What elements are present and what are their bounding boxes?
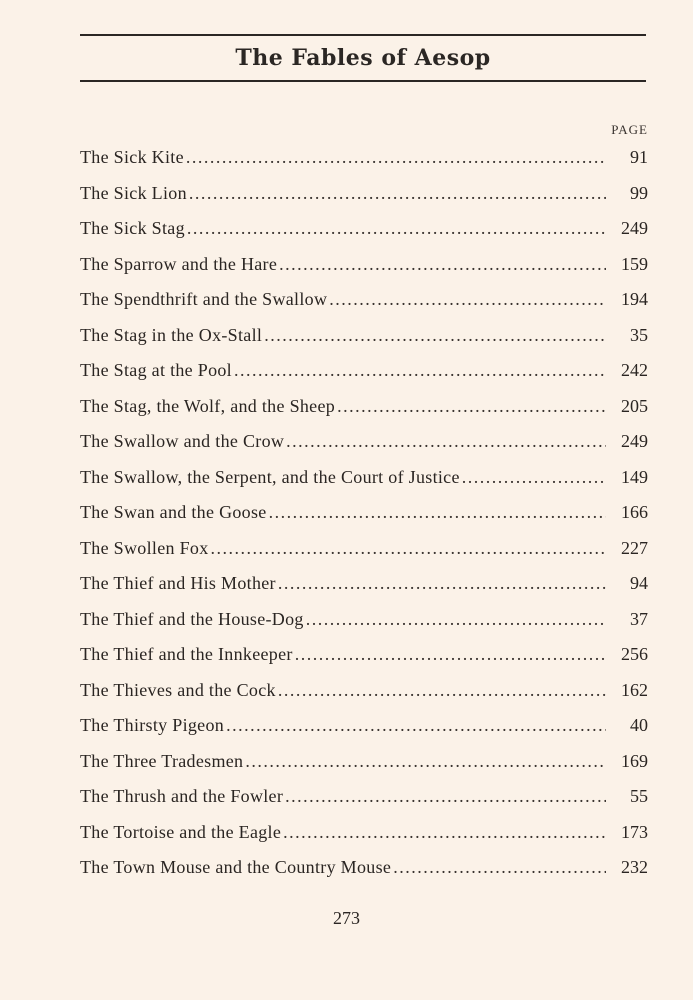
toc-entry-page: 173 <box>621 821 648 842</box>
dot-leader <box>306 602 606 638</box>
dot-leader <box>187 211 606 247</box>
dot-leader <box>278 673 606 709</box>
toc-entry-title: The Tortoise and the Eagle <box>80 821 282 842</box>
toc-entry-title: The Swallow and the Crow <box>80 431 285 451</box>
running-header-title: The Fables of Aesop <box>235 45 491 71</box>
dot-leader <box>189 176 606 212</box>
toc-entry-page: 40 <box>630 715 648 735</box>
toc-entry-page: 94 <box>630 573 648 593</box>
toc-entry-page: 55 <box>630 786 648 806</box>
toc-entry <box>80 460 648 496</box>
toc-entry <box>80 566 648 602</box>
toc-entry-title: The Sparrow and the Hare <box>80 253 278 274</box>
toc-entry-title: The Sick Stag <box>80 218 185 238</box>
toc-entry <box>80 318 648 354</box>
toc-entry-title: The Thief and the House-Dog <box>80 608 304 629</box>
toc-entry <box>80 673 648 709</box>
header-rule-bottom <box>80 80 646 82</box>
dot-leader <box>264 318 606 354</box>
toc-entry-title: The Stag at the Pool <box>80 360 232 380</box>
toc-entry-page: 242 <box>621 360 648 380</box>
toc-entry-title: The Swan and the Goose <box>80 502 267 522</box>
toc-entry-title: The Swallow, the Serpent, and the Court of Justice <box>80 466 460 487</box>
toc-entry <box>80 140 648 176</box>
toc-entry <box>80 850 648 886</box>
toc-entry-page: 149 <box>621 466 648 487</box>
toc-entry <box>80 282 648 318</box>
dot-leader <box>295 637 606 673</box>
toc-entry-title: The Sick Lion <box>80 182 187 203</box>
header-rule-top <box>80 34 646 36</box>
toc-entry-title: The Thieves and the Cock <box>80 679 276 700</box>
toc-entry-page: 169 <box>621 750 648 771</box>
toc-entry <box>80 424 648 460</box>
toc-entry-title: The Thrush and the Fowler <box>80 786 284 806</box>
toc-entry-page: 162 <box>621 679 648 700</box>
toc-entry-page: 194 <box>621 289 648 309</box>
toc-entry <box>80 708 648 744</box>
dot-leader <box>186 140 606 176</box>
toc-entry-page: 99 <box>630 182 648 203</box>
toc-entry-page: 159 <box>621 253 648 274</box>
dot-leader <box>337 389 606 425</box>
toc-entry <box>80 602 648 638</box>
toc-entry-title: The Thirsty Pigeon <box>80 715 225 735</box>
dot-leader <box>462 460 606 496</box>
toc-entry-title: The Thief and the Innkeeper <box>80 644 293 664</box>
dot-leader <box>286 424 606 460</box>
dot-leader <box>245 744 606 780</box>
toc-entry-title: The Stag, the Wolf, and the Sheep <box>80 395 336 416</box>
toc-entry <box>80 531 648 567</box>
dot-leader <box>269 495 606 531</box>
toc-entry <box>80 637 648 673</box>
toc-entry-page: 249 <box>621 218 648 238</box>
dot-leader <box>393 850 606 886</box>
toc-entry-page: 205 <box>621 395 648 416</box>
toc-entry <box>80 353 648 389</box>
table-of-contents <box>80 140 648 886</box>
dot-leader <box>211 531 607 567</box>
page-number: 273 <box>333 908 360 928</box>
toc-entry <box>80 389 648 425</box>
page-column-label: PAGE <box>611 122 648 137</box>
toc-entry-page: 35 <box>630 324 648 345</box>
toc-entry-title: The Three Tradesmen <box>80 750 244 771</box>
dot-leader <box>234 353 606 389</box>
dot-leader <box>279 247 606 283</box>
toc-entry <box>80 247 648 283</box>
toc-entry-page: 37 <box>630 608 648 629</box>
dot-leader <box>283 815 606 851</box>
toc-entry-title: The Stag in the Ox-Stall <box>80 324 263 345</box>
toc-entry <box>80 744 648 780</box>
dot-leader <box>226 708 606 744</box>
toc-entry-title: The Sick Kite <box>80 147 184 167</box>
toc-entry-title: The Swollen Fox <box>80 537 209 558</box>
toc-entry-page: 232 <box>621 857 648 877</box>
toc-entry <box>80 815 648 851</box>
toc-entry-title: The Spendthrift and the Swallow <box>80 289 328 309</box>
toc-entry-page: 249 <box>621 431 648 451</box>
toc-entry-page: 166 <box>621 502 648 522</box>
dot-leader <box>278 566 606 602</box>
toc-entry <box>80 495 648 531</box>
toc-entry-page: 256 <box>621 644 648 664</box>
toc-entry <box>80 779 648 815</box>
toc-entry-page: 227 <box>621 537 648 558</box>
dot-leader <box>285 779 606 815</box>
toc-entry-title: The Thief and His Mother <box>80 573 276 593</box>
toc-entry <box>80 176 648 212</box>
toc-entry-title: The Town Mouse and the Country Mouse <box>80 857 392 877</box>
toc-entry <box>80 211 648 247</box>
dot-leader <box>329 282 606 318</box>
toc-entry-page: 91 <box>630 147 648 167</box>
